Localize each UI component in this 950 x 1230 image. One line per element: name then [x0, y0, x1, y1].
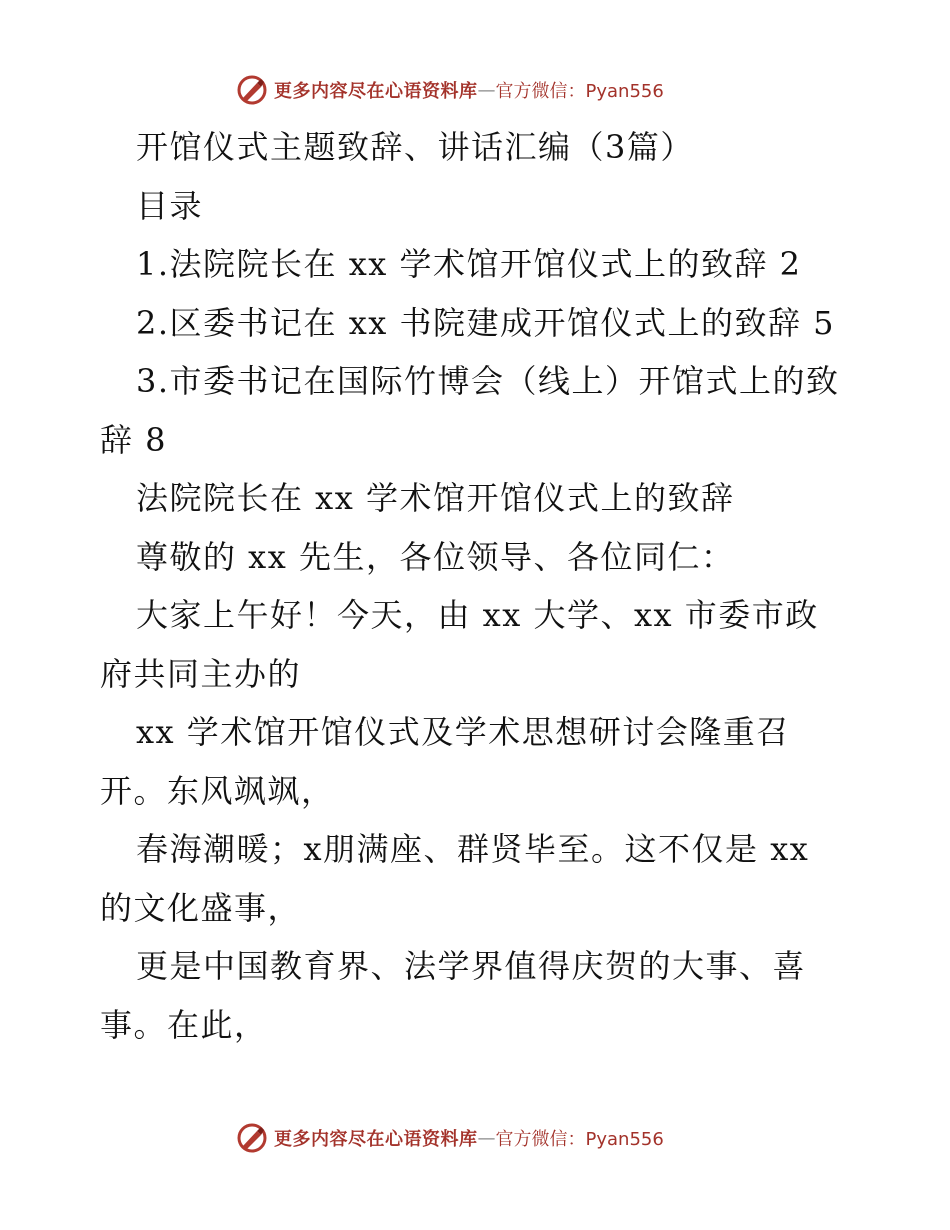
pen-logo-icon [236, 74, 268, 106]
watermark-separator: — [477, 79, 496, 101]
watermark-separator: — [477, 1127, 496, 1149]
toc-heading: 目录 [136, 186, 204, 225]
watermark-wechat: 官方微信：Pyan556 [495, 1129, 664, 1150]
speech-title: 法院院长在 xx 学术馆开馆仪式上的致辞 [136, 479, 735, 517]
paragraph-line: 事。在此， [100, 1005, 268, 1044]
paragraph-line: 春海潮暖；x朋满座、群贤毕至。这不仅是 xx [136, 830, 810, 868]
toc-item-3-continued: 辞 8 [100, 420, 168, 459]
paragraph-line: 更是中国教育界、法学界值得庆贺的大事、喜 [136, 947, 807, 985]
paragraph-line: 大家上午好！今天，由 xx 大学、xx 市委市政 [136, 596, 819, 634]
watermark-wechat: 官方微信：Pyan556 [495, 81, 664, 102]
watermark-brand: 更多内容尽在心语资料库 [274, 1129, 478, 1150]
pen-logo-icon [236, 1122, 268, 1154]
paragraph-line: 开。东风飒飒， [100, 771, 335, 810]
footer-watermark [236, 1118, 664, 1158]
toc-item-2: 2.区委书记在 xx 书院建成开馆仪式上的致辞 5 [136, 303, 836, 342]
paragraph-line: 府共同主办的 [100, 654, 302, 693]
salutation: 尊敬的 xx 先生，各位领导、各位同仁： [136, 537, 735, 576]
document-title: 开馆仪式主题致辞、讲话汇编（3篇） [136, 128, 694, 166]
header-watermark [236, 70, 664, 110]
watermark-brand: 更多内容尽在心语资料库 [274, 81, 478, 102]
toc-item-1: 1.法院院长在 xx 学术馆开馆仪式上的致辞 2 [136, 245, 802, 283]
paragraph-line: 的文化盛事， [100, 888, 302, 927]
document-body [100, 118, 860, 1054]
paragraph-line: xx 学术馆开馆仪式及学术思想研讨会隆重召 [136, 713, 790, 751]
toc-item-3: 3.市委书记在国际竹博会（线上）开馆式上的致 [136, 362, 840, 400]
